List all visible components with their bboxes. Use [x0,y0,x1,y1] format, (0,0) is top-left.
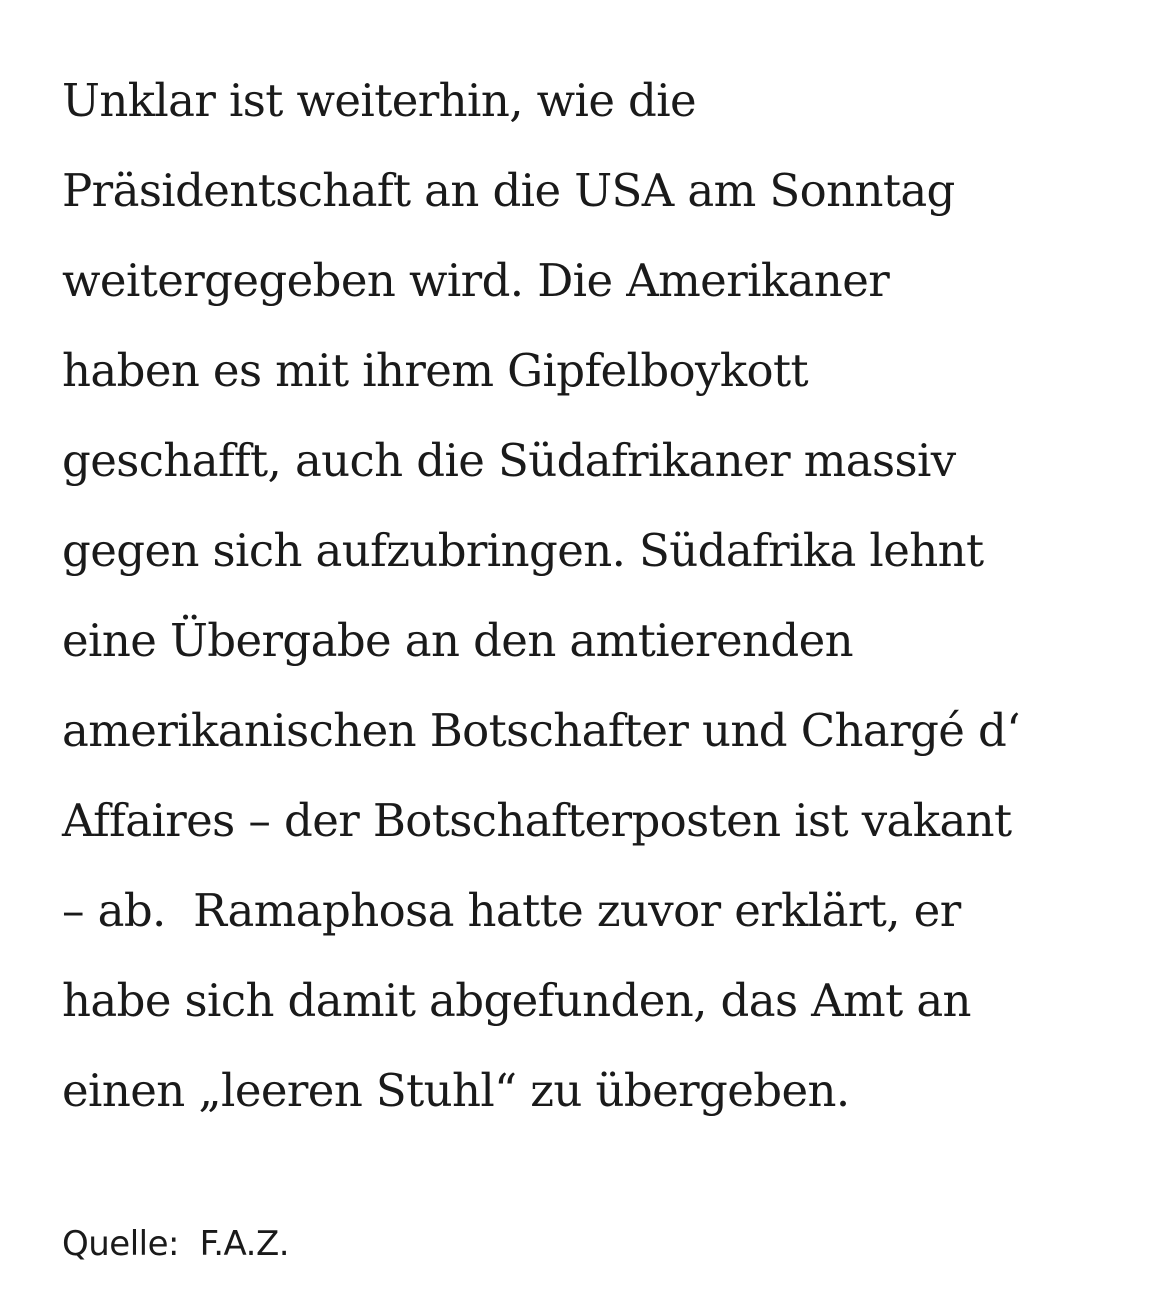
paragraph-line: habe sich damit abgefunden, das Amt an [62,974,971,1027]
paragraph-line: Affaires – der Botschafterposten ist vakant [62,794,1012,847]
paragraph-line: einen „leeren Stuhl“ zu übergeben. [62,1064,850,1117]
paragraph-line: – ab. Ramaphosa hatte zuvor erklärt, er [62,884,961,937]
paragraph-line: amerikanischen Botschafter und Chargé d‘ [62,704,1020,757]
paragraph-line: Präsidentschaft an die USA am Sonntag [62,164,955,217]
source-credit: Quelle: F.A.Z. [62,1224,290,1264]
paragraph-line: weitergegeben wird. Die Amerikaner [62,254,890,307]
paragraph-line: geschafft, auch die Südafrikaner massiv [62,434,956,487]
paragraph-line: haben es mit ihrem Gipfelboykott [62,344,808,397]
paragraph-line: gegen sich aufzubringen. Südafrika lehnt [62,524,984,577]
paragraph-line: eine Übergabe an den amtierenden [62,614,853,667]
paragraph-line: Unklar ist weiterhin, wie die [62,74,697,127]
article-paragraph [62,56,1142,1136]
